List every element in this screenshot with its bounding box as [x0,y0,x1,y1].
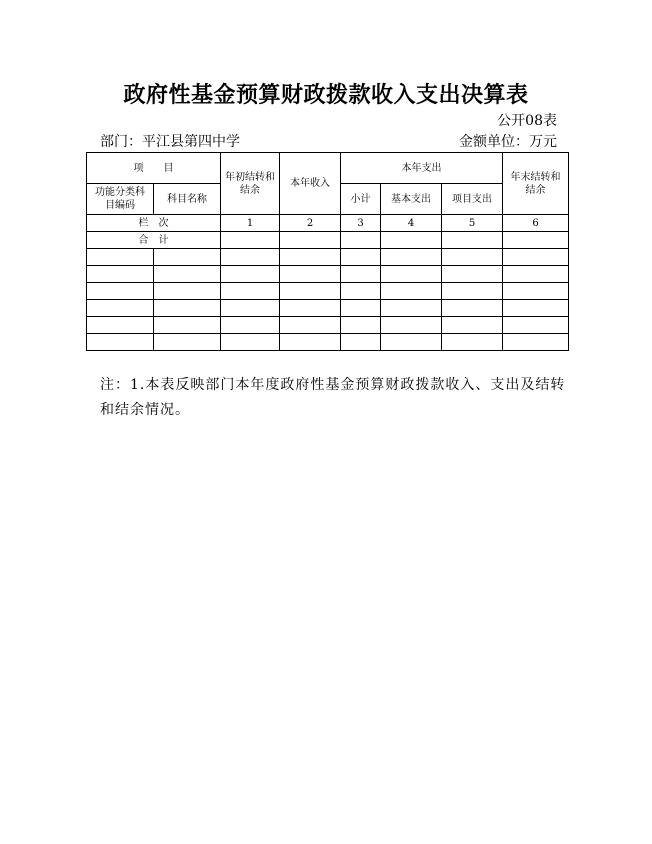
table-cell [154,317,221,334]
table-note: 注：1.本表反映部门本年度政府性基金预算财政拨款收入、支出及结转和结余情况。 [100,377,566,418]
department-label: 部门：平江县第四中学 [100,134,240,150]
table-cell [381,266,442,283]
table-cell [221,334,280,351]
table-cell [341,266,381,283]
header-basic-exp: 基本支出 [381,184,442,215]
header-expenditure: 本年支出 [341,153,503,184]
column-number-label: 栏 次 [87,215,221,232]
table-cell [221,232,280,249]
table-cell [87,249,154,266]
table-cell [87,300,154,317]
table-cell [280,249,341,266]
table-cell [87,266,154,283]
total-label: 合 计 [87,232,221,249]
table-cell [341,317,381,334]
table-cell [442,334,503,351]
table-cell [442,232,503,249]
table-cell [503,300,569,317]
table-cell [87,334,154,351]
table-cell [221,300,280,317]
table-cell [442,266,503,283]
table-cell [221,266,280,283]
table-cell [341,300,381,317]
column-number-cell: 1 [221,215,280,232]
table-cell [381,232,442,249]
table-cell [280,334,341,351]
header-func-code-text: 功能分类科目编码 [95,187,145,211]
table-cell [341,283,381,300]
table-cell [381,283,442,300]
table-cell [381,300,442,317]
header-subject-name: 科目名称 [154,184,221,215]
table-cell [87,317,154,334]
table-cell [442,283,503,300]
header-closing-balance-text: 年末结转和结余 [510,171,561,196]
table-cell [280,232,341,249]
table-row [87,334,569,351]
table-cell [503,232,569,249]
table-cell [381,317,442,334]
table-cell [221,249,280,266]
table-row [87,317,569,334]
header-project-exp: 项目支出 [442,184,503,215]
total-row [87,232,569,249]
table-cell [503,283,569,300]
table-cell [221,317,280,334]
header-closing-balance [503,153,569,215]
column-number-cell: 6 [503,215,569,232]
header-income: 本年收入 [280,153,341,215]
form-code: 公开08表 [497,113,557,129]
column-number-cell: 3 [341,215,381,232]
header-row-1 [87,153,569,184]
table-cell [442,300,503,317]
table-row [87,300,569,317]
table-cell [503,266,569,283]
header-opening-balance [221,153,280,215]
final-accounts-table [86,152,569,351]
table-cell [87,283,154,300]
table-cell [154,266,221,283]
table-cell [154,300,221,317]
table-cell [442,249,503,266]
table-cell [154,249,221,266]
page-title: 政府性基金预算财政拨款收入支出决算表 [123,83,529,108]
header-opening-balance-text: 年初结转和结余 [225,171,275,196]
table-cell [221,283,280,300]
table-cell [280,283,341,300]
column-number-cell: 2 [280,215,341,232]
table-row [87,249,569,266]
table-cell [280,266,341,283]
table-cell [442,317,503,334]
table-cell [341,232,381,249]
table-row [87,283,569,300]
table-cell [280,317,341,334]
amount-unit-label: 金额单位：万元 [459,134,557,150]
table-cell [341,334,381,351]
table-cell [381,334,442,351]
header-subtotal: 小计 [341,184,381,215]
table-cell [154,283,221,300]
table-cell [503,334,569,351]
table-cell [503,249,569,266]
column-number-cell: 4 [381,215,442,232]
table-cell [341,249,381,266]
table-row [87,266,569,283]
header-item: 项 目 [87,153,221,184]
table-cell [280,300,341,317]
column-number-cell: 5 [442,215,503,232]
table-cell [381,249,442,266]
table-cell [503,317,569,334]
header-func-code [87,184,154,215]
table-cell [154,334,221,351]
column-number-row [87,215,569,232]
